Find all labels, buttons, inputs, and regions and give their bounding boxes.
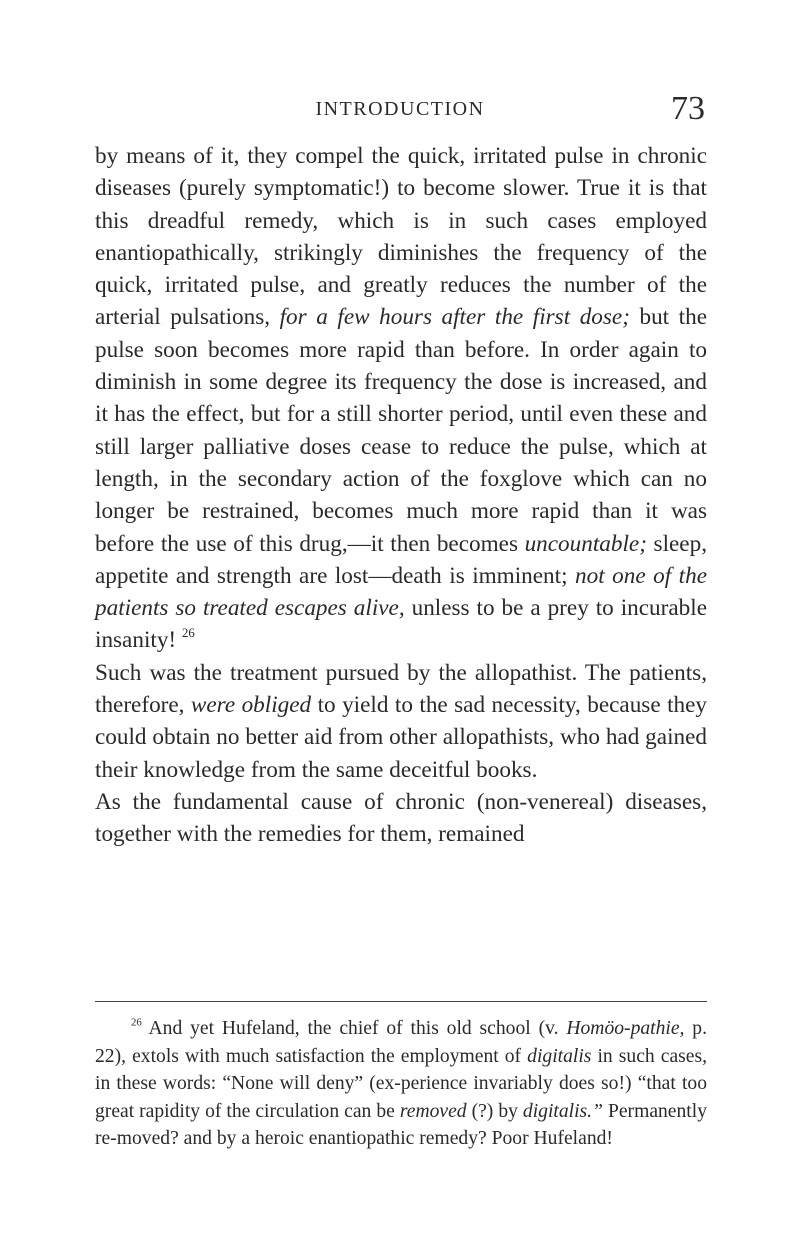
paragraph-3 [95, 786, 707, 851]
text-run: to yield to the sad necessity, because they could obtain no better aid from other allopathists, who had gained their knowledge from the same deceitful books. [95, 692, 707, 783]
text-run: (?) by [466, 1100, 523, 1122]
text-run: As the fundamental cause of chronic (non-venereal) diseases, together with the remedies for them, remained [95, 788, 707, 848]
text-run: but the pulse soon becomes more rapid than before. In order again to diminish in some degree its frequency the dose is increased, and it has the effect, but for a still shorter period, until even these and still larger palliative doses cease to reduce the pulse, which at length, in the secondary action of the foxglove which can no longer be restrained, becomes much more rapid than it was before the use of this drug,—it then becomes [95, 304, 707, 557]
text-run: p. 22), extols with much satisfaction the employment of [95, 1018, 707, 1067]
italic-run: digitalis.” [522, 1100, 603, 1122]
text-run: in such cases, in these words: “None will deny” (ex-perience invariably does so!) “that too great rapidity of the circulation can be [95, 1045, 707, 1122]
footnote-number: 26 [131, 1016, 142, 1029]
text-run: sleep, appetite and strength are lost—death is imminent; [95, 530, 707, 589]
running-head [95, 92, 705, 134]
footnote-divider [95, 1001, 707, 1002]
running-title: INTRODUCTION [315, 98, 485, 120]
text-run: by means of it, they compel the quick, irritated pulse in chronic diseases (purely symptomatic!) to become slower. True it is that this dreadful remedy, which is in such cases employed enantiopathically, strikingly diminishes the frequency of the quick, irritated pulse, and greatly reduces the number of the arterial pulsations, [95, 143, 707, 331]
paragraph-1 [95, 140, 707, 657]
italic-run: for a few hours after the first dose; [279, 304, 630, 331]
paragraph-2 [95, 657, 707, 786]
text-run: unless to be a prey to incurable insanity! [95, 595, 707, 654]
footnote [95, 1015, 707, 1153]
italic-run: were obliged [190, 692, 312, 719]
text-run: And yet Hufeland, the chief of this old school (v. [141, 1018, 567, 1039]
text-run: Permanently re-moved? and by a heroic enantiopathic remedy? Poor Hufeland! [95, 1100, 707, 1150]
page-number: 73 [671, 90, 705, 127]
italic-run: digitalis [527, 1045, 592, 1067]
text-run: Such was the treatment pursued by the allopathist. The patients, therefore, [95, 659, 707, 719]
italic-run: uncountable; [524, 530, 647, 557]
italic-run: Homöo-pathie, [566, 1018, 685, 1039]
footnote-reference: 26 [181, 626, 195, 641]
main-text [95, 140, 707, 851]
italic-run: removed [399, 1100, 467, 1122]
italic-run: not one of the patients so treated escapes alive, [95, 562, 707, 622]
